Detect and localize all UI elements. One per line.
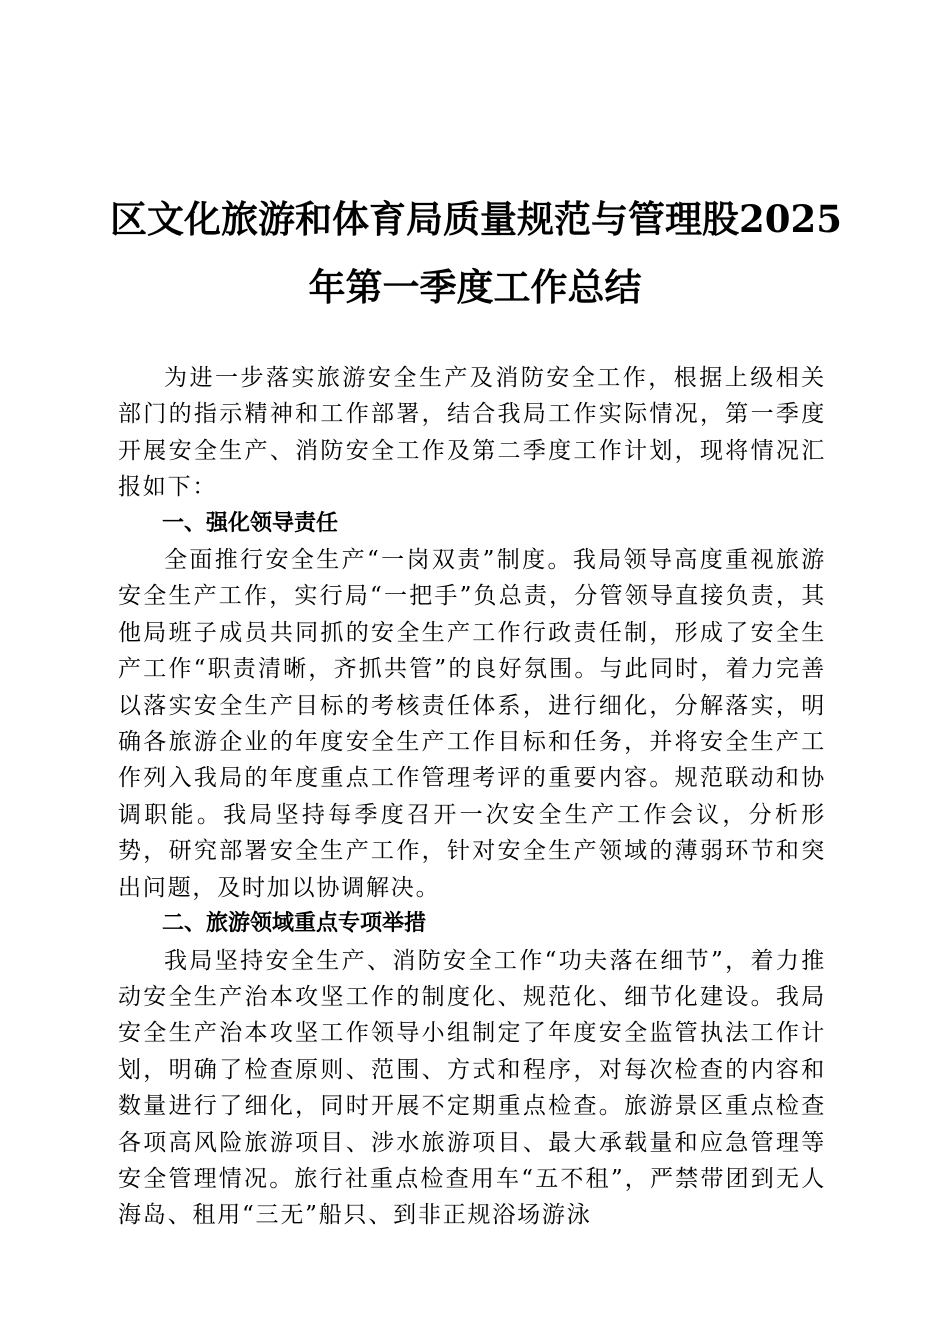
section-2-heading: 二、旅游领域重点专项举措	[162, 911, 427, 937]
section-2-paragraph: 我局坚持安全生产、消防安全工作“功夫落在细节”，着力推动安全生产治本攻坚工作的制度化、规范化、细节化建设。我局安全生产治本攻坚工作领导小组制定了年度安全监管执法工作计划，明确了检查原则、范围、方式和程序，对每次检查的内容和数量进行了细化，同时开展不定期重点检查。旅游景区重点检查各项高风险旅游项目、涉水旅游项目、最大承载量和应急管理等安全管理情况。旅行社重点检查用车“五不租”，严禁带团到无人海岛、租用“三无”船只、到非正规浴场游泳	[118, 947, 826, 1229]
document-body	[118, 360, 826, 1234]
document-title-line-1: 区文化旅游和体育局质量规范与管理股2025	[110, 197, 842, 241]
section-1-heading: 一、强化领导责任	[162, 510, 339, 536]
intro-paragraph: 为进一步落实旅游安全生产及消防安全工作，根据上级相关部门的指示精神和工作部署，结合我局工作实际情况，第一季度开展安全生产、消防安全工作及第二季度工作计划，现将情况汇报如下：	[118, 365, 826, 501]
document-title-line-2: 年第一季度工作总结	[308, 265, 642, 309]
section-1-paragraph: 全面推行安全生产“一岗双责”制度。我局领导高度重视旅游安全生产工作，实行局“一把手”负总责，分管领导直接负责，其他局班子成员共同抓的安全生产工作行政责任制，形成了安全生产工作“职责清晰，齐抓共管”的良好氛围。与此同时，着力完善以落实安全生产目标的考核责任体系，进行细化，分解落实，明确各旅游企业的年度安全生产工作目标和任务，并将安全生产工作列入我局的年度重点工作管理考评的重要内容。规范联动和协调职能。我局坚持每季度召开一次安全生产工作会议，分析形势，研究部署安全生产工作，针对安全生产领域的薄弱环节和突出问题，及时加以协调解决。	[118, 547, 826, 901]
